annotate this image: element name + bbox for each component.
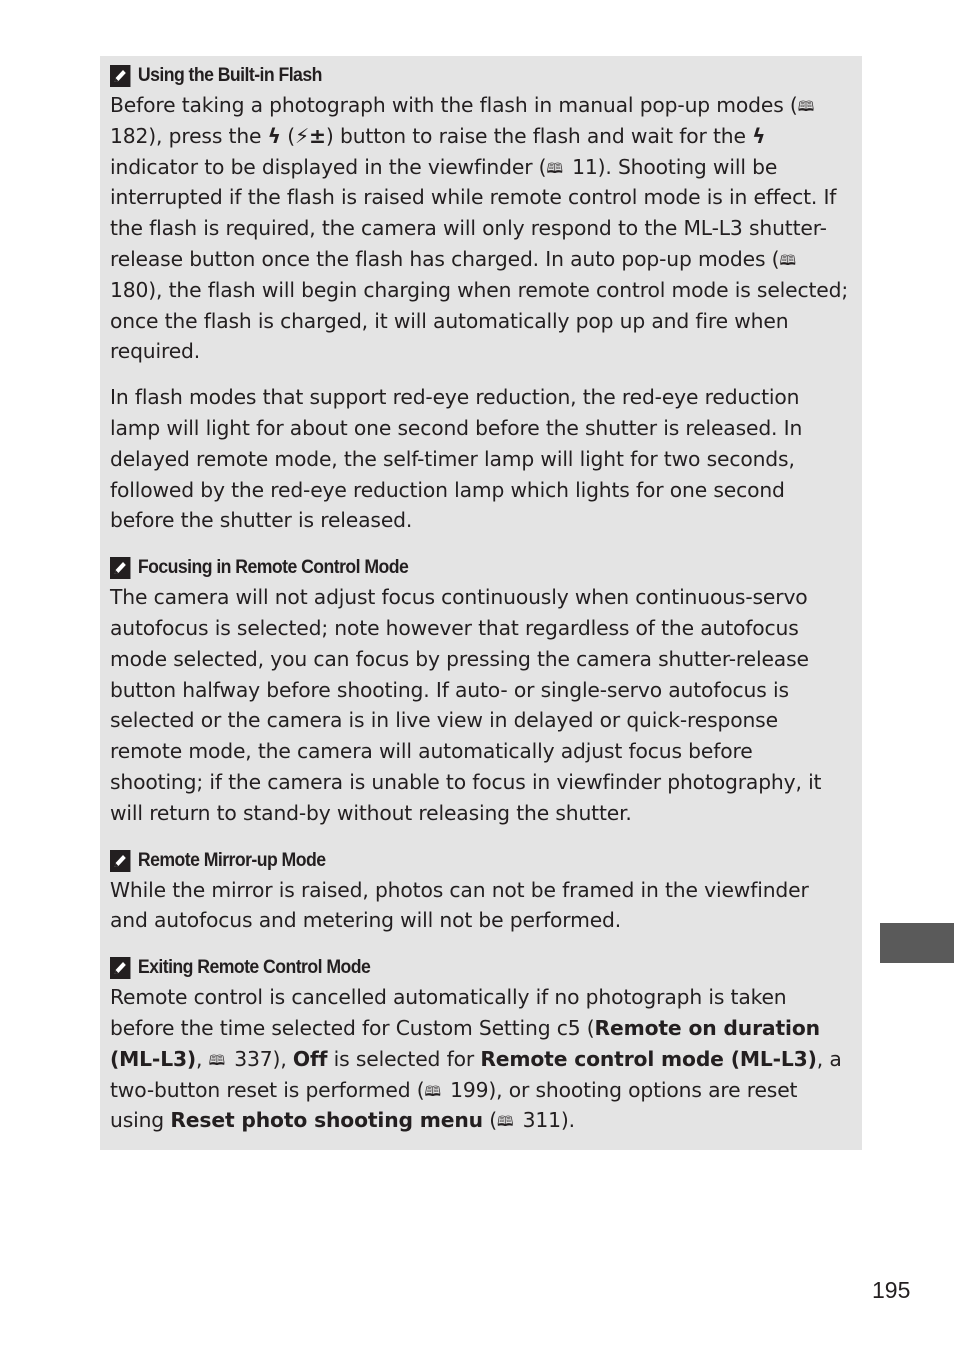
text-run: indicator to be displayed in the viewfinder ( <box>110 154 547 179</box>
text-run: 180), the flash will begin charging when remote control mode is selected; once the flash is charged, it will automatically pop up and fire when required. <box>110 277 849 364</box>
book-icon: 🕮 <box>208 1052 225 1069</box>
menu-item-name: Off <box>292 1046 328 1071</box>
note-paragraph <box>110 582 850 828</box>
flash-compensation-icon: ⚡± <box>294 123 326 148</box>
flash-icon: ϟ <box>752 123 766 148</box>
pencil-note-icon <box>110 557 130 579</box>
pencil-note-icon <box>110 957 130 979</box>
text-run: , <box>196 1046 209 1071</box>
menu-item-name: Remote on duration (ML-L3) <box>110 1015 820 1071</box>
book-icon: 🕮 <box>779 252 796 269</box>
text-run: 311). <box>516 1108 575 1133</box>
text-run: ) button to raise the flash and wait for the <box>325 123 753 148</box>
note-paragraph <box>110 875 850 937</box>
text-run: While the mirror is raised, photos can not be framed in the viewfinder and autofocus and metering will not be performed. <box>110 877 809 933</box>
note-1 <box>110 62 850 536</box>
note-heading-text: Remote Mirror-up Mode <box>137 849 326 871</box>
note-heading-text: Exiting Remote Control Mode <box>137 957 371 979</box>
note-heading <box>110 847 798 875</box>
book-icon: 🕮 <box>546 160 563 177</box>
book-icon: 🕮 <box>797 99 815 115</box>
text-run: In flash modes that support red-eye reduction, the red-eye reduction lamp will light for about one second before the shutter is released. In delayed remote mode, the self-timer lamp will light for two seconds, followed by the red-eye reduction lamp which lights for one second before the shutter is released. <box>110 385 803 533</box>
chapter-tab <box>880 923 954 963</box>
book-icon: 🕮 <box>497 1114 514 1131</box>
note-heading-text: Focusing in Remote Control Mode <box>137 557 409 579</box>
note-heading <box>110 62 798 90</box>
text-run: Remote control is cancelled automatically if no photograph is taken before the time selected for Custom Setting c5 ( <box>110 985 787 1040</box>
text-run: is selected for <box>327 1046 481 1071</box>
note-4 <box>110 954 850 1136</box>
text-run: 11). Shooting will be interrupted if the flash is raised while remote control mode is in effect. If the flash is required, the camera will only respond to the ML-L3 shutter-release button once the flash has charged. In auto pop-up modes ( <box>110 154 837 271</box>
pencil-note-icon <box>110 65 130 87</box>
note-heading <box>110 554 798 582</box>
note-paragraph <box>110 382 850 536</box>
flash-icon: ϟ <box>267 123 281 148</box>
text-run: The camera will not adjust focus continuously when continuous-servo autofocus is selected; note however that regardless of the autofocus mode selected, you can focus by pressing the camera shutter-release button halfway before shooting. If auto- or single-servo autofocus is selected or the camera is in live view in delayed or quick-response remote mode, the camera will automatically adjust focus before shooting; if the camera is unable to focus in viewfinder photography, it will return to stand-by without releasing the shutter. <box>110 585 822 825</box>
text-run: 337), <box>228 1046 293 1071</box>
text-run: ( <box>280 123 295 148</box>
note-paragraph <box>110 90 850 367</box>
book-icon: 🕮 <box>424 1083 441 1100</box>
note-3 <box>110 847 850 937</box>
text-run: 199), or shooting options are reset using <box>110 1077 798 1133</box>
text-run: ( <box>482 1108 497 1133</box>
text-run: 182), press the <box>110 123 268 148</box>
note-heading-text: Using the Built-in Flash <box>137 65 322 86</box>
menu-item-name: Reset photo shooting menu <box>170 1108 483 1133</box>
page-number: 195 <box>872 1277 911 1303</box>
text-run: , a two-button reset is performed ( <box>110 1046 842 1102</box>
pencil-note-icon <box>110 850 130 872</box>
text-run: Before taking a photograph with the flash in manual pop-up modes ( <box>110 93 798 117</box>
notes-box <box>100 56 862 1150</box>
note-2 <box>110 554 850 828</box>
note-heading <box>110 954 798 982</box>
note-paragraph <box>110 982 850 1136</box>
menu-item-name: Remote control mode (ML-L3) <box>480 1046 817 1071</box>
